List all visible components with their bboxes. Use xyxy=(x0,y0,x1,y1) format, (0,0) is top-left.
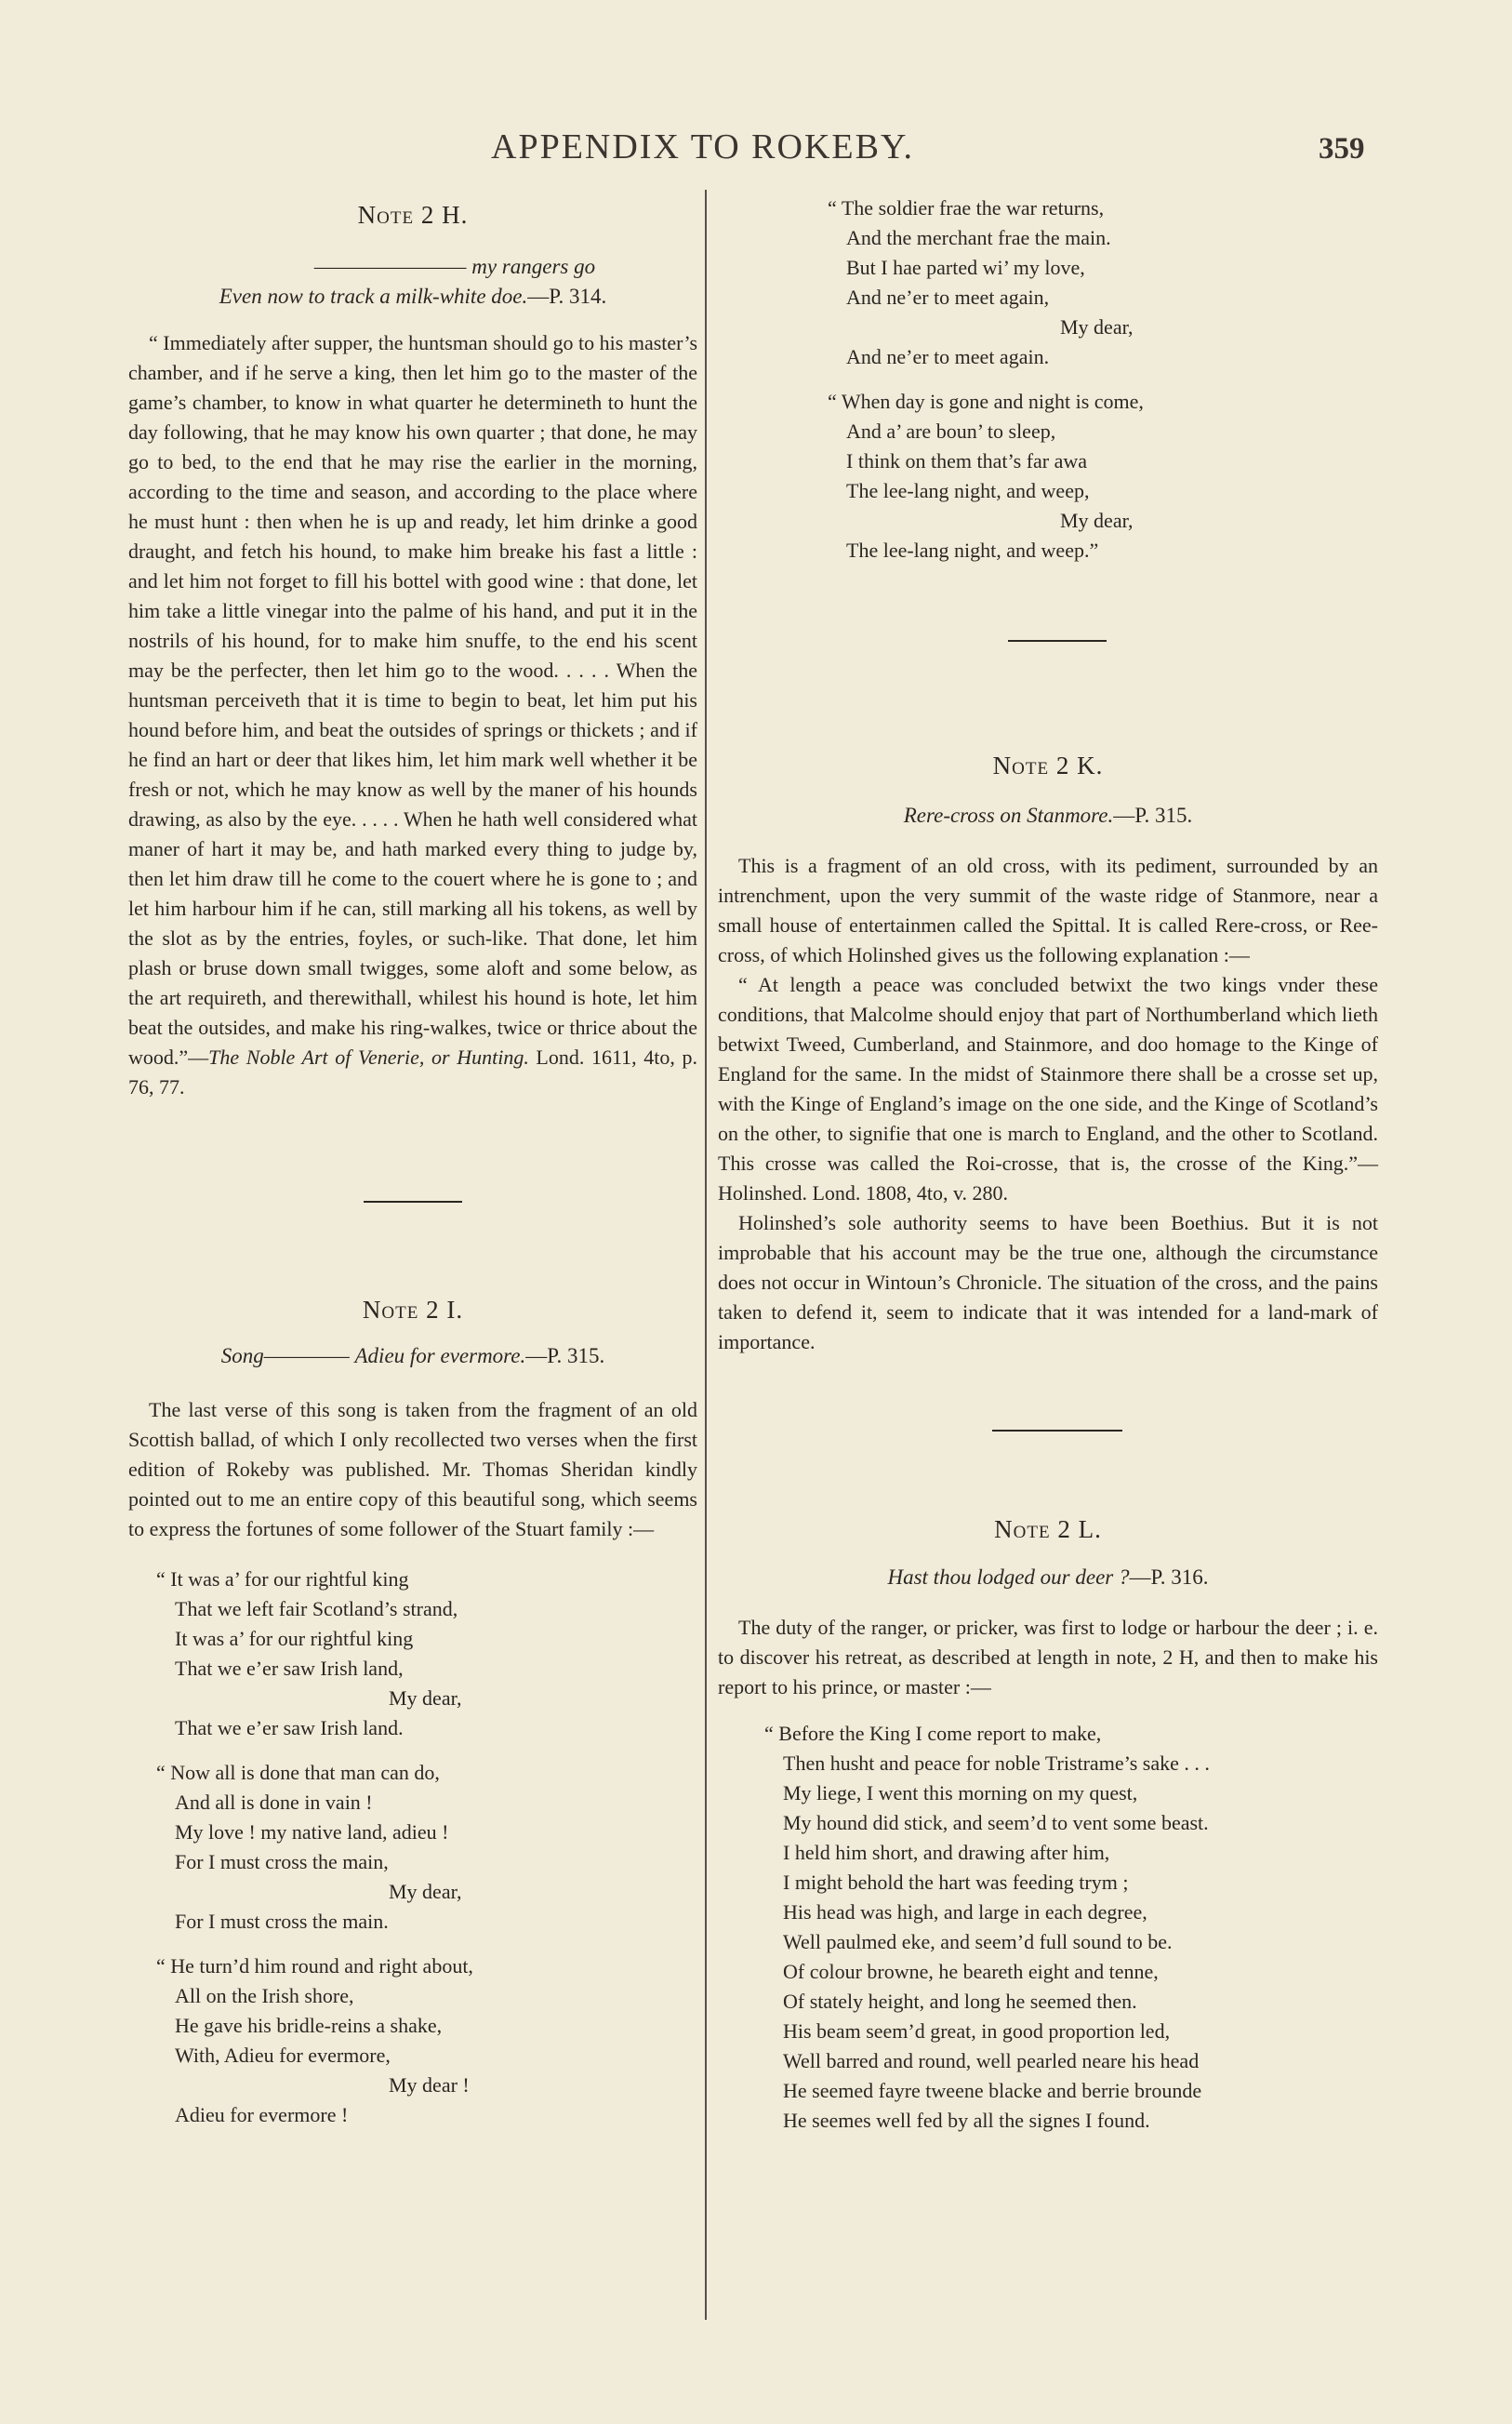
verse-line: And ne’er to meet again. xyxy=(846,345,1050,368)
verse-line: The lee-lang night, and weep, xyxy=(846,479,1090,502)
section-divider xyxy=(364,1201,462,1203)
left-column xyxy=(128,193,697,2130)
song-stanza-4 xyxy=(718,193,1378,372)
note-2k-paragraph-1: This is a fragment of an old cross, with its pediment, surrounded by an intrenchment, upon the very summit of the waste ridge of Stanmore, near a small house of entertainmen called the Spittal. It is called Rere-cross, or Ree-cross, of which Holinshed gives us the following explanation :— xyxy=(718,854,1378,966)
verse-line: Well paulmed eke, and seem’d full sound to be. xyxy=(783,1930,1173,1953)
running-head xyxy=(0,127,1512,173)
verse-line: My love ! my native land, adieu ! xyxy=(175,1820,449,1844)
verse-line: My dear, xyxy=(389,1880,462,1903)
verse-line: That we left fair Scotland’s strand, xyxy=(175,1597,458,1620)
verse-line: My liege, I went this morning on my quest, xyxy=(783,1781,1138,1805)
note-2i-cite-italic: Adieu for evermore. xyxy=(354,1344,526,1367)
verse-line: Well barred and round, well pearled neare his head xyxy=(783,2049,1200,2072)
verse-line: And ne’er to meet again, xyxy=(846,286,1050,309)
note-2l-cite xyxy=(718,1563,1378,1592)
note-2i-paragraph: The last verse of this song is taken from the fragment of an old Scottish ballad, of which I only recollected two verses when the first edition of Rokeby was published. Mr. Thomas Sheridan kindly pointed out to me an entire copy of this beautiful song, which seems to express the fortunes of some follower of the Stuart family :— xyxy=(128,1398,697,1540)
verse-line: My hound did stick, and seem’d to vent some beast. xyxy=(783,1811,1209,1834)
note-2h-cite-ref: —P. 314. xyxy=(527,285,607,308)
page-title: APPENDIX TO ROKEBY. xyxy=(491,127,915,166)
song-stanza-1 xyxy=(128,1565,697,1743)
song-stanza-5 xyxy=(718,387,1378,566)
note-2h-paragraph xyxy=(128,328,697,1102)
verse-line: “ He turn’d him round and right about, xyxy=(156,1954,473,1978)
verse-line: My dear, xyxy=(389,1686,462,1710)
note-2i-heading: Note 2 I. xyxy=(362,1296,464,1324)
note-2k-cite-ref: —P. 315. xyxy=(1113,804,1193,827)
note-2h-heading: Note 2 H. xyxy=(357,201,469,229)
note-2k-paragraph-2: “ At length a peace was concluded betwixt the two kings vnder these conditions, that Malcolme should enjoy that part of Northumberland which lieth betwixt Tweed, Cumberland, and Stainmore, and doo homage to the Kinge of England for the same. In the midst of Stainmore there shall be a crosse set up, with the Kinge of England’s image on the one side, and the Kinge of Scotland’s on the other, to signifie that one is march to England, and the other to Scotland. This crosse was called the Roi-crosse, that is, the crosse of the King.”—Holinshed. Lond. 1808, 4to, v. 280. xyxy=(718,973,1378,1205)
verse-line: My dear, xyxy=(1060,315,1134,339)
verse-line: My dear ! xyxy=(389,2073,470,2097)
note-2k-heading: Note 2 K. xyxy=(992,752,1104,779)
verse-line: With, Adieu for evermore, xyxy=(175,2044,391,2067)
verse-line: But I hae parted wi’ my love, xyxy=(846,256,1085,279)
verse-line: “ When day is gone and night is come, xyxy=(828,390,1144,413)
section-divider xyxy=(1008,640,1107,642)
note-2h-cite-text: ———————— my rangers go xyxy=(313,255,596,278)
verse-line: His head was high, and large in each degree, xyxy=(783,1900,1147,1924)
verse-line: Adieu for evermore ! xyxy=(175,2103,349,2126)
right-column xyxy=(718,193,1378,2136)
verse-line: The lee-lang night, and weep.” xyxy=(846,539,1099,562)
verse-line: And the merchant frae the main. xyxy=(846,226,1111,249)
note-2h-cite-line1 xyxy=(128,252,697,282)
verse-line: He seemes well fed by all the signes I found. xyxy=(783,2109,1150,2132)
verse-line: “ The soldier frae the war returns, xyxy=(828,196,1105,220)
verse-line: He gave his bridle-reins a shake, xyxy=(175,2014,443,2037)
verse-line: And a’ are boun’ to sleep, xyxy=(846,420,1056,443)
verse-line: My dear, xyxy=(1060,509,1134,532)
verse-line: It was a’ for our rightful king xyxy=(175,1627,414,1650)
note-2h-source-rest: Lond. 1611, 4to, p. 76, 77. xyxy=(128,1046,697,1099)
page-number: 359 xyxy=(1319,132,1365,166)
note-2k-cite-italic: Rere-cross on Stanmore. xyxy=(903,804,1114,827)
verse-line: For I must cross the main. xyxy=(175,1910,389,1933)
verse-line: His beam seem’d great, in good proportion led, xyxy=(783,2019,1171,2043)
note-2h-text: “ Immediately after supper, the huntsman should go to his master’s chamber, and if he serve a king, then let him go to the master of the game’s chamber, to know in what quarter he determineth to hunt the day following, that he may know his own quarter ; that done, he may go to bed, to the end that he may rise the earlier in the morning, according to the time and season, and according to the place where he must hunt : then when he is up and ready, let him drinke a good draught, and fetch his hound, to make him breake his fast a little : and let him not forget to fill his bottel with good wine : that done, let him take a little vinegar into the palme of his hand, and put it in the nostrils of his hound, for to make him snuffe, to the end his scent may be the perfecter, then let him go to the wood. . . . . When the huntsman perceiveth that it is time to begin to beat, let him put his hound before him, and beat the outsides of springs or thickets ; and if he find an hart or deer that likes him, let him mark well whether it be fresh or not, which he may know as well by the maner of his hounds drawing, as also by the eye. . . . . When he hath well considered what maner of hart it may be, and hath marked every thing to judge by, then let him draw till he come to the couert where he is gone to ; and let him harbour him if he can, still marking all his tokens, as well by the slot as by the entries, foyles, or such-like. That done, let him plash or bruse down small twigges, some aloft and some below, as the art requireth, and therewithall, whilest his hound is hote, let him beat the outsides, and make his ring-walkes, twice or thrice about the wood.”— xyxy=(128,331,697,1069)
note-2l-cite-ref: —P. 316. xyxy=(1129,1565,1209,1589)
note-2k-paragraph-3: Holinshed’s sole authority seems to have been Boethius. But it is not improbable that his account may be the true one, although the circumstance does not occur in Wintoun’s Chronicle. The situation of the cross, and the pains taken to defend it, seem to indicate that it was intended for a land-mark of importance. xyxy=(718,1211,1378,1353)
column-rule xyxy=(705,190,707,2320)
verse-line: Of stately height, and long he seemed then. xyxy=(783,1990,1137,2013)
song-stanza-3 xyxy=(128,1951,697,2130)
section-divider xyxy=(992,1430,1122,1432)
note-2h-cite-italic: Even now to track a milk-white doe. xyxy=(219,285,528,308)
note-2h-cite-line2 xyxy=(128,282,697,312)
verse-line: And all is done in vain ! xyxy=(175,1791,373,1814)
note-2k-cite xyxy=(718,801,1378,831)
note-2i-cite-dash: ———— xyxy=(263,1344,350,1367)
verse-line: “ Before the King I come report to make, xyxy=(764,1722,1102,1745)
note-2l-paragraph: The duty of the ranger, or pricker, was first to lodge or harbour the deer ; i. e. to discover his retreat, as described at length in note, 2 H, and then to make his report to his prince, or master :— xyxy=(718,1616,1378,1698)
verse-line: I think on them that’s far awa xyxy=(846,449,1088,473)
verse-line: That we e’er saw Irish land. xyxy=(175,1716,404,1739)
verse-line: I might behold the hart was feeding trym ; xyxy=(783,1871,1129,1894)
note-2i-cite-song: Song xyxy=(220,1344,264,1367)
verse-line: Of colour browne, he beareth eight and tenne, xyxy=(783,1960,1159,1983)
ranger-report-verse xyxy=(718,1719,1378,2136)
verse-line: He seemed fayre tweene blacke and berrie brounde xyxy=(783,2079,1202,2102)
verse-line: Then husht and peace for noble Tristrame’s sake . . . xyxy=(783,1751,1210,1775)
note-2l-cite-italic: Hast thou lodged our deer ? xyxy=(887,1565,1130,1589)
verse-line: “ Now all is done that man can do, xyxy=(156,1761,440,1784)
verse-line: I held him short, and drawing after him, xyxy=(783,1841,1110,1864)
verse-line: That we e’er saw Irish land, xyxy=(175,1657,404,1680)
note-2i-cite xyxy=(128,1341,697,1371)
verse-line: “ It was a’ for our rightful king xyxy=(156,1567,409,1591)
note-2h-source-title: The Noble Art of Venerie, or Hunting. xyxy=(208,1046,529,1069)
note-2l-heading: Note 2 L. xyxy=(994,1515,1102,1543)
song-stanza-2 xyxy=(128,1758,697,1937)
verse-line: For I must cross the main, xyxy=(175,1850,389,1873)
verse-line: All on the Irish shore, xyxy=(175,1984,354,2007)
note-2i-cite-ref: —P. 315. xyxy=(525,1344,605,1367)
